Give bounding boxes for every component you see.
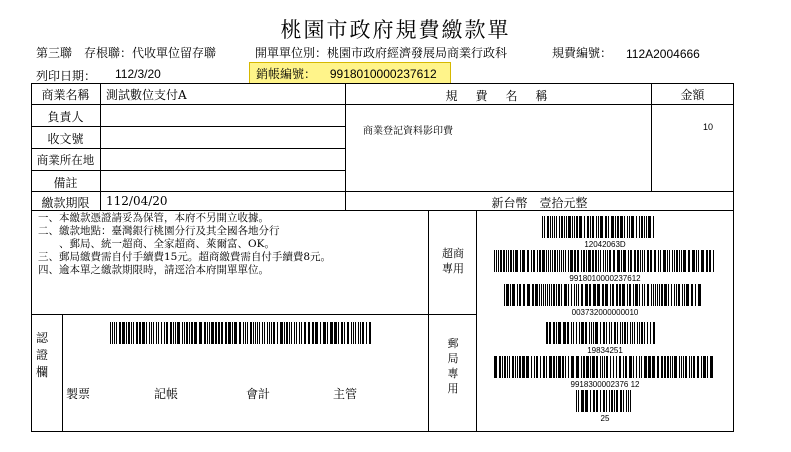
issuer: 開單單位別：桃園市政府經濟發展局商業行政科 [255,46,508,60]
sign-slot: 主管 [333,387,358,401]
grid-line [428,314,476,315]
grid-line [345,104,734,105]
account-no: 9918010000237612 [329,67,437,81]
note-item: 、郵局、統一超商、全家超商、萊爾富、OK。 [38,238,275,250]
verification-barcode [110,322,372,344]
post-label: 郵局專用 [447,337,459,395]
sign-slot: 會計 [246,387,271,401]
business-name-label: 商業名稱 [41,88,90,102]
fee-no: 112A2004666 [626,47,700,61]
store-barcode-1 [542,216,654,238]
grid-line [62,314,63,432]
verification-label: 認證欄 [36,331,49,379]
note-item: 三、郵局繳費需自付手續費15元。超商繳費需自付手續費8元。 [38,251,332,263]
grid-line [428,210,429,432]
note-item: 二、繳款地點：臺灣銀行桃園分行及其全國各地分行 [38,225,280,237]
receipt-no-label: 收文號 [47,132,84,146]
fee-item: 商業登記資料影印費 [363,126,453,137]
post-code-3: 25 [600,414,610,423]
owner-label: 負責人 [47,110,84,124]
address-label: 商業所在地 [36,153,95,167]
business-name: 測試數位支付A [106,88,187,102]
note-item: 一、本繳款憑證請妥為保管，本府不另開立收據。 [38,212,269,224]
fee-amount: 10 [703,122,714,132]
grid-line [100,83,101,210]
store-label: 超商專用 [442,247,464,275]
grid-line [31,104,345,105]
print-date: 112/3/20 [115,67,161,81]
amount-header: 金額 [680,88,705,102]
post-barcode-1 [546,322,658,344]
store-code-1: 12042063D [584,240,626,249]
post-barcode-3 [576,390,632,412]
print-date-label: 列印日期： [36,69,97,83]
form-title: 桃園市政府規費繳款單 [280,18,511,42]
due-label: 繳款期限 [41,196,90,210]
due-date: 112/04/20 [106,194,168,208]
account-no-label: 銷帳編號： [256,67,317,81]
post-code-2: 9918300002376 12 [570,380,640,389]
notes-list [38,212,331,277]
account-no-box [249,62,451,84]
sign-slot: 製票 [66,387,91,401]
fee-name-header: 規 費 名 稱 [445,89,551,103]
total-text: 新台幣 壹拾元整 [491,196,588,210]
store-barcode-2 [494,250,714,272]
store-barcode-3 [504,284,704,306]
store-code-2: 9918010000237612 [569,274,641,283]
remark-label: 備註 [53,176,78,190]
grid-line [31,148,345,149]
fee-no-label: 規費編號： [552,46,613,60]
store-code-3: 003732000000010 [571,308,639,317]
post-code-1: 19834251 [587,346,623,355]
grid-line [31,126,345,127]
grid-line [31,314,428,315]
grid-line [31,170,345,171]
copy-label: 第三聯 存根聯：代收單位留存聯 [36,46,217,60]
note-item: 四、逾本單之繳款期限時，請逕洽本府開單單位。 [38,264,269,276]
grid-line [31,191,734,192]
sign-slot: 記帳 [154,387,179,401]
post-barcode-2 [494,356,714,378]
